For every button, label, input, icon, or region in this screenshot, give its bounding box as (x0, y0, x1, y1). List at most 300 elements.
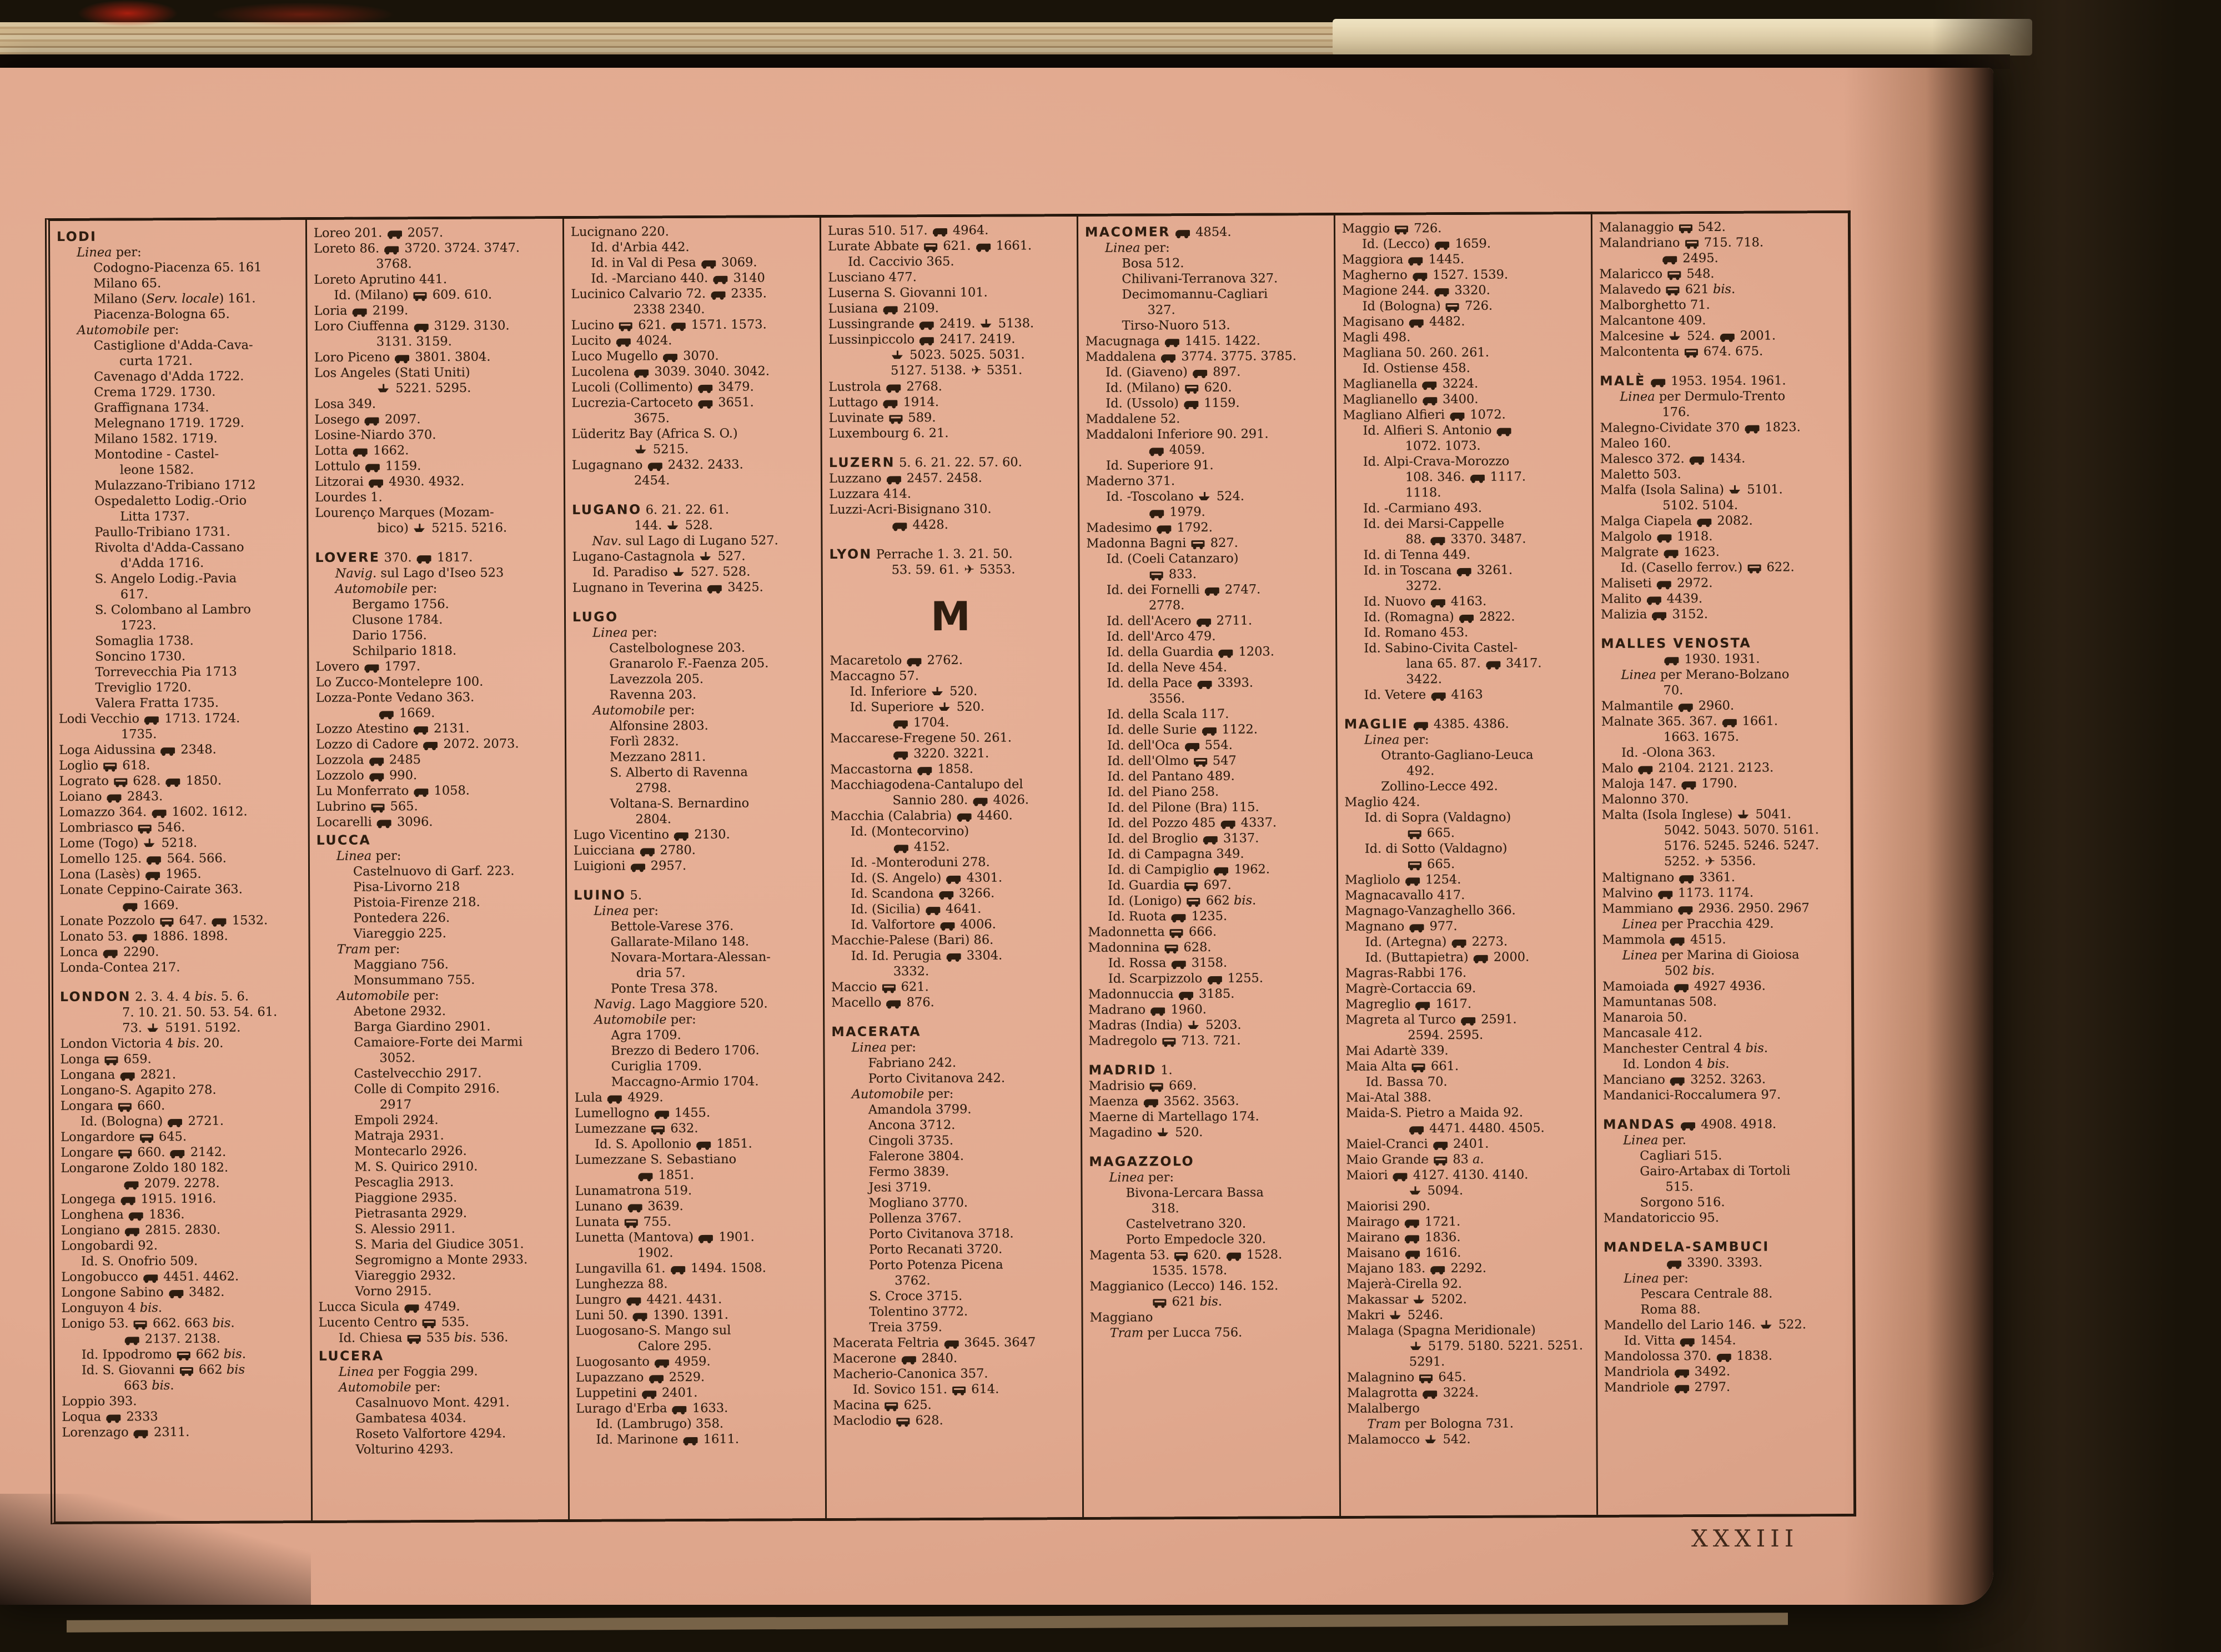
entry-name-bold: LUGO (572, 609, 619, 625)
automobile-icon (1461, 1017, 1475, 1023)
entry-line: Loqua 2333 (62, 1409, 158, 1424)
entry-line: Longuyon 4 bis. (61, 1300, 163, 1315)
entry-line: Lucoli (Collimento) 3479. (571, 379, 754, 395)
entry-line: Monsummano 755. (353, 972, 475, 988)
entry-line: Madonna Bagni 827. (1086, 535, 1238, 551)
automobile-icon (627, 1204, 642, 1210)
automobile-icon (124, 1181, 138, 1187)
entry-line: Luni 50. 1390. 1391. (575, 1307, 728, 1323)
entry-line: Luttago 1914. (828, 395, 939, 410)
entry-line: Id. delle Surie 1122. (1107, 722, 1258, 737)
entry-line: 73. 5191. 5192. (122, 1020, 241, 1036)
italic-label: Tram (336, 942, 371, 957)
automobile-icon (1657, 534, 1671, 540)
automobile-icon (1680, 1338, 1695, 1344)
automobile-icon (919, 337, 934, 343)
entry-line: Id. (Coeli Catanzaro) (1106, 551, 1239, 566)
automobile-icon (696, 1142, 711, 1148)
entry-line: 5221. 5295. (314, 380, 556, 396)
automobile-icon (649, 1375, 664, 1381)
entry-line: 53. 59. 61. ✈ 5353. (891, 562, 1016, 578)
italic-label: Navig (594, 997, 632, 1012)
entry-line: Loiano 2843. (59, 789, 163, 805)
entry-line: Lodi Vecchio 1713. 1724. (58, 711, 240, 727)
entry-line: Malito 4439. (1600, 591, 1703, 606)
automobile-icon (423, 742, 438, 748)
entry-line: 1072. 1073. (1405, 438, 1481, 454)
entry-line: Maggianico (Lecco) 146. 152. (1089, 1278, 1279, 1294)
entry-line: Id. d'Arbia 442. (591, 240, 690, 255)
entry-line: Lome (Togo) 5218. (59, 835, 198, 851)
entry-line: Malagnino 645. (1346, 1369, 1466, 1385)
entry-line: Id. Scarpizzolo 1255. (1108, 971, 1264, 986)
automobile-icon (120, 1197, 135, 1203)
entry-line: Mai-Atal 388. (1345, 1090, 1431, 1105)
entry-line: Manaroia 50. (1602, 1010, 1687, 1025)
entry-line: Nav. sul Lago di Lugano 527. (592, 533, 778, 549)
automobile-icon (698, 400, 712, 406)
automobile-icon (147, 856, 161, 862)
tram-icon (952, 1387, 966, 1393)
entry-line: Id. dell'Arco 479. (1107, 629, 1216, 644)
italic-label: a (1473, 1152, 1480, 1167)
italic-label: Navig (335, 566, 373, 581)
automobile-icon (1657, 581, 1671, 587)
ship-icon (1737, 810, 1750, 819)
entry-name-bold: LUCERA (318, 1348, 384, 1364)
entry-name-bold: LONDON (59, 988, 131, 1005)
entry-line: Lomazzo 364. 1602. 1612. (59, 804, 248, 820)
entry-line: Makri 5246. (1346, 1308, 1444, 1323)
entry-line: 3272. (1405, 579, 1442, 594)
entry-line: Automobile per: (851, 1086, 954, 1102)
entry-line: Id. S. Onofrio 509. (81, 1253, 198, 1269)
automobile-icon (145, 872, 160, 878)
entry-line: Gambatesa 4034. (355, 1410, 466, 1426)
entry-line: Longarone Zoldo 180 182. (61, 1160, 229, 1176)
italic-label: Linea (592, 625, 628, 640)
automobile-icon (1203, 836, 1218, 842)
entry-line: Lozzola 2485 (316, 752, 421, 767)
entry-line: Segromigno a Monte 2933. (355, 1252, 528, 1268)
tram-icon (177, 1352, 190, 1358)
italic-label: bis (139, 1300, 158, 1315)
entry-line: Luogosano-S. Mango sul (575, 1323, 731, 1338)
entry-line: 5252. ✈ 5356. (1664, 853, 1756, 869)
entry-line: 5179. 5180. 5221. 5251. (1347, 1338, 1589, 1354)
entry-line: Id. Marinone 1611. (596, 1432, 740, 1447)
entry-line: Manciano 3252. 3263. (1602, 1072, 1766, 1087)
entry-line: 4471. 4480. 4505. (1346, 1120, 1588, 1137)
automobile-icon (1197, 619, 1211, 625)
automobile-icon (698, 385, 712, 391)
entry-line: Jesi 3719. (868, 1180, 932, 1195)
entry-line: Cingoli 3735. (868, 1133, 954, 1148)
automobile-icon (633, 1313, 647, 1319)
tram-icon (180, 1367, 193, 1374)
entry-line: Lucca Sicula 4749. (318, 1299, 460, 1314)
entry-line: Lombriasco 546. (59, 820, 185, 836)
automobile-icon (353, 309, 367, 315)
automobile-icon (631, 863, 645, 870)
entry-line: Mairago 1721. (1346, 1214, 1461, 1229)
entry-line: Paullo-Tribiano 1731. (94, 524, 230, 540)
italic-label: Tram (1109, 1325, 1144, 1340)
entry-line: Ravenna 203. (609, 687, 697, 702)
entry-line: Malga Ciapela 2082. (1600, 513, 1753, 529)
automobile-icon (919, 322, 934, 328)
entry-line: S. Maria del Giudice 3051. (354, 1237, 524, 1252)
spacer (572, 488, 814, 500)
automobile-icon (1414, 722, 1428, 728)
automobile-icon (1720, 334, 1735, 340)
entry-line: 5023. 5025. 5031. (828, 347, 1071, 363)
entry-line: Maiorisi 290. (1346, 1199, 1430, 1214)
entry-line: Id. in Val di Pesa 3069. (591, 255, 757, 270)
italic-label: bis (1707, 1056, 1726, 1072)
automobile-icon (883, 400, 897, 406)
entry-line: Luras 510. 517. 4964. (827, 223, 989, 238)
automobile-icon (607, 1096, 622, 1102)
entry-line: Automobile per: (77, 323, 179, 338)
italic-label: Automobile (594, 1012, 667, 1027)
automobile-icon (1405, 1251, 1420, 1257)
page-bottom-edge (67, 1613, 1788, 1633)
entry-line: Ancona 3712. (868, 1117, 956, 1133)
section-header: LUINO 5. (574, 887, 642, 903)
automobile-icon (648, 463, 662, 469)
entry-line: Majerà-Cirella 92. (1346, 1276, 1463, 1292)
entry-line: Macugnaga 1415. 1422. (1085, 333, 1260, 349)
entry-line: Id. di Sopra (Valdagno) (1364, 810, 1511, 825)
entry-line: Lucito 4024. (571, 333, 672, 348)
automobile-icon (107, 795, 122, 801)
entry-line: Maleo 160. (1600, 436, 1671, 451)
entry-line: Linea per: (1364, 732, 1429, 747)
ship-icon (1669, 332, 1681, 340)
automobile-icon (1690, 456, 1704, 463)
tram-icon (1170, 929, 1183, 936)
entry-line: Id. dei Fornelli 2747. (1106, 582, 1261, 597)
entry-line: Tolentino 3772. (869, 1304, 968, 1319)
entry-line: 5094. (1346, 1182, 1588, 1199)
italic-label: Automobile (339, 1380, 411, 1395)
entry-line: 1723. (120, 618, 157, 633)
entry-line: 318. (1151, 1201, 1179, 1216)
tram-icon (1446, 303, 1459, 310)
ship-icon (1199, 492, 1211, 500)
entry-line: Id. Sabino-Civita Castel- (1364, 640, 1518, 656)
automobile-icon (133, 934, 147, 940)
automobile-icon (1393, 1173, 1408, 1179)
automobile-icon (1639, 766, 1653, 772)
entry-line: Linea per: (1624, 1271, 1689, 1286)
automobile-icon (683, 1437, 697, 1443)
entry-line: Sorgono 516. (1640, 1194, 1725, 1210)
entry-line: Lüderitz Bay (Africa S. O.) (571, 426, 738, 441)
entry-line: Malnate 365. 367. 1661. (1601, 714, 1778, 729)
ship-icon (1188, 1021, 1200, 1029)
tram-icon (1395, 225, 1408, 232)
entry-line: Id. Rossa 3158. (1108, 955, 1228, 971)
entry-line: 5102. 5104. (1662, 498, 1738, 513)
entry-line: Lubrino 565. (316, 799, 418, 814)
entry-line: leone 1582. (119, 462, 194, 478)
entry-line: Luicciana 2780. (573, 843, 696, 858)
entry-name-bold: MAGAZZOLO (1089, 1153, 1195, 1169)
entry-line: Id. Ippodromo 662 bis. (81, 1347, 247, 1362)
entry-line: Automobile per: (594, 1012, 696, 1027)
entry-line: Porto Civitanova 242. (868, 1071, 1006, 1086)
entry-line: Navig. sul Lago d'Iseo 523 (335, 565, 504, 581)
entry-line: Malalbergo (1347, 1401, 1420, 1416)
column-1 (50, 220, 313, 1522)
entry-line: Luco Mugello 3070. (571, 348, 719, 364)
entry-line: Magreta al Turco 2591. (1345, 1012, 1517, 1027)
entry-line: 515. (1665, 1179, 1694, 1194)
entry-line: Lomello 125. 564. 566. (59, 851, 227, 867)
ship-icon (1390, 1310, 1402, 1319)
automobile-icon (1431, 692, 1445, 699)
italic-label: Automobile (336, 988, 410, 1003)
section-header (57, 225, 299, 245)
entry-line: Malo 2104. 2121. 2123. (1601, 760, 1774, 776)
automobile-icon (1430, 537, 1445, 543)
automobile-icon (395, 355, 409, 361)
entry-line: 1735. (120, 727, 157, 742)
entry-line: Madonnuccia 3185. (1088, 986, 1235, 1002)
entry-line: Id. (Artegna) 2273. (1365, 934, 1508, 950)
entry-line: Lucento Centro 535. (318, 1314, 469, 1330)
entry-line: Id. Chiesa 535 bis. 536. (338, 1330, 509, 1345)
entry-line: Id. -Olona 363. (1621, 745, 1716, 760)
entry-line: 3332. (893, 964, 929, 979)
tram-icon (882, 984, 895, 991)
tram-icon (134, 1320, 147, 1327)
entry-line: Maccio 621. (831, 980, 929, 995)
entry-line: Lograto 628. 1850. (59, 773, 222, 789)
entry-name-bold: LUGANO (572, 501, 642, 518)
entry-line: Castelbolognese 203. (609, 640, 746, 656)
entry-line: Id. -Monteroduni 278. (850, 855, 990, 870)
entry-line: Roseto Valfortore 4294. (355, 1426, 506, 1442)
automobile-icon (1221, 821, 1235, 827)
italic-label: bis (1692, 963, 1711, 978)
entry-line: 492. (1406, 764, 1435, 779)
entry-line: Id. Bassa 70. (1365, 1074, 1448, 1089)
entry-line: Bivona-Lercara Bassa (1125, 1185, 1264, 1201)
ship-icon (673, 568, 685, 576)
airplane-icon: ✈ (971, 363, 982, 378)
entry-line: Granarolo F.-Faenza 205. (609, 656, 769, 671)
entry-line: Id. Vitta 1454. (1624, 1333, 1736, 1348)
entry-line: Loria 2199. (314, 303, 409, 318)
entry-line: Litta 1737. (120, 509, 190, 524)
automobile-icon (377, 820, 391, 826)
automobile-icon (1144, 1099, 1158, 1105)
entry-line: Lustrola 2768. (828, 379, 942, 394)
italic-label: Automobile (77, 323, 150, 338)
entry-line: Lourdes 1. (315, 490, 383, 505)
entry-line: Zollino-Lecce 492. (1381, 779, 1498, 794)
spacer (1600, 359, 1842, 371)
ship-icon (1410, 1342, 1423, 1350)
entry-line: Magadino 520. (1089, 1125, 1203, 1140)
entry-line: 2778. (1148, 598, 1185, 613)
entry-line: Maddalene 52. (1086, 411, 1180, 426)
entry-line: Porto Potenza Picena (869, 1257, 1003, 1273)
entry-line: Lungavilla 61. 1494. 1508. (575, 1261, 766, 1276)
entry-line: Id. (Buttapietra) 2000. (1365, 950, 1530, 965)
entry-line: Milano 65. (93, 276, 162, 291)
entry-line: Porto Recanati 3720. (868, 1242, 1003, 1257)
column-7 (1592, 213, 1853, 1515)
automobile-icon (160, 747, 175, 754)
automobile-icon (384, 246, 399, 252)
entry-line: Castelvetrano 320. (1125, 1216, 1247, 1232)
entry-line: Id. Ostiense 458. (1363, 360, 1470, 376)
italic-label: bis (1745, 1041, 1764, 1056)
tram-icon (896, 1418, 909, 1424)
automobile-icon (365, 417, 379, 423)
entry-line: Maggiano (1089, 1310, 1153, 1325)
entry-line: Pollenza 3767. (868, 1211, 962, 1226)
spacer (1088, 1048, 1330, 1060)
automobile-icon (933, 228, 947, 234)
entry-line: Soncino 1730. (95, 649, 186, 664)
entry-line: London Victoria 4 bis. 20. (60, 1036, 224, 1051)
entry-line: Lusiana 2109. (828, 301, 939, 316)
automobile-icon (388, 230, 402, 237)
entry-line: 3220. 3221. (830, 745, 1072, 762)
entry-line: Lugnano in Teverina 3425. (572, 580, 763, 595)
entry-line: Montodine - Castel- (94, 446, 219, 462)
entry-line: Madrisio 669. (1088, 1078, 1197, 1093)
entry-line: 1930. 1931. (1601, 651, 1843, 667)
entry-line: Id. in Toscana 3261. (1363, 563, 1513, 578)
ship-icon (1729, 485, 1741, 494)
section-header: LYON Perrache 1. 3. 21. 50. (829, 546, 1013, 562)
entry-line: Pietrasanta 2929. (354, 1206, 468, 1221)
automobile-icon (212, 918, 227, 925)
entry-line: Lugano-Castagnola 527. (572, 549, 746, 564)
entry-line: Brezzo di Bedero 1706. (611, 1043, 760, 1058)
entry-line: 621 bis. (1089, 1293, 1331, 1310)
italic-label: Nav (592, 534, 618, 549)
entry-line: Novara-Mortara-Alessan- (610, 950, 771, 965)
automobile-icon (414, 726, 428, 732)
section-header (1601, 632, 1843, 652)
entry-line: Pescara Centrale 88. (1640, 1286, 1773, 1302)
automobile-icon (1431, 599, 1445, 605)
spacer (574, 873, 816, 885)
ship-icon (635, 445, 647, 453)
automobile-icon (1452, 940, 1466, 946)
automobile-icon (1667, 1261, 1681, 1267)
entry-line: 1669. (316, 705, 558, 721)
entry-line: Maloja 147. 1790. (1601, 776, 1737, 791)
entry-line: Lovero 1797. (315, 659, 421, 674)
italic-label: bis (226, 1362, 245, 1377)
entry-line: Lotta 1662. (314, 443, 409, 458)
italic-label: Linea (1623, 1133, 1659, 1148)
entry-name-bold: MALÈ (1600, 373, 1646, 389)
automobile-icon (120, 1072, 134, 1078)
italic-label: Linea (594, 903, 629, 918)
entry-line: 5042. 5043. 5070. 5161. (1664, 822, 1819, 838)
entry-line: Lupazzano 2529. (575, 1369, 705, 1385)
entry-line: Pontedera 226. (353, 910, 450, 926)
section-header: MACOMER 4854. (1084, 224, 1232, 240)
entry-line: Mezzano 2811. (610, 749, 706, 765)
entry-line: 1851. (575, 1167, 817, 1183)
automobile-icon (699, 1235, 713, 1241)
entry-line: 3422. (1406, 672, 1443, 687)
automobile-icon (1670, 937, 1685, 943)
entry-line: 108. 346. 1117. (1405, 469, 1526, 485)
automobile-icon (1678, 906, 1692, 912)
automobile-icon (125, 1228, 139, 1234)
entry-line: Maiori 4127. 4130. 4140. (1346, 1167, 1529, 1183)
automobile-icon (634, 369, 649, 375)
entry-line: Lavezzola 205. (609, 671, 704, 687)
section-header (1089, 1151, 1331, 1170)
automobile-icon (1486, 661, 1500, 667)
entry-line: Linea per: (1109, 1170, 1174, 1185)
entry-line: Matraja 2931. (354, 1128, 444, 1143)
entry-line: Cavenago d'Adda 1722. (94, 369, 244, 384)
entry-line: 1118. (1405, 485, 1441, 500)
entry-line: Id. (Montecorvino) (850, 824, 969, 839)
entry-line: Bosa 512. (1122, 256, 1184, 271)
automobile-icon (1470, 475, 1484, 481)
entry-line: Id. Inferiore 520. (850, 684, 978, 699)
entry-line: Pistoia-Firenze 218. (353, 895, 480, 910)
entry-line: 7. 10. 21. 50. 53. 54. 61. (122, 1005, 278, 1020)
entry-line: Luzzi-Acri-Bisignano 310. (829, 501, 992, 517)
entry-line: Lonato 53. 1886. 1898. (59, 928, 228, 945)
entry-line: Lunetta (Mantova) 1901. (575, 1229, 755, 1245)
entry-line: Longhena 1836. (61, 1207, 185, 1222)
entry-line: Magnano 977. (1345, 919, 1458, 934)
automobile-icon (1202, 727, 1216, 734)
tram-icon (889, 415, 902, 421)
entry-line: Loga Aidussina 2348. (59, 742, 217, 758)
automobile-icon (1664, 657, 1679, 663)
entry-line: Id. (S. Angelo) 4301. (851, 870, 1003, 886)
entry-line: Lottulo 1159. (314, 459, 421, 474)
entry-line: Lugagnano 2432. 2433. (571, 457, 743, 473)
entry-line: Macherio-Canonica 357. (832, 1366, 988, 1382)
italic-label: bis (1199, 1294, 1218, 1309)
entry-line: Treia 3759. (869, 1320, 942, 1335)
automobile-icon (417, 555, 431, 561)
italic-label: Tram (1367, 1417, 1401, 1432)
tram-icon (1408, 861, 1421, 868)
automobile-icon (125, 1337, 139, 1343)
section-header: LUGANO 6. 21. 22. 61. (572, 501, 730, 518)
tram-icon (1666, 287, 1680, 293)
automobile-icon (168, 1119, 182, 1125)
entry-line: Magione 244. 3320. (1342, 283, 1490, 298)
entry-line: Linea per: (592, 625, 657, 640)
entry-line: Linea per: (1105, 240, 1170, 255)
entry-line: lana 65. 87. 3417. (1406, 656, 1542, 671)
automobile-icon (1652, 612, 1666, 618)
page-number: XXXIII (1691, 1525, 1799, 1552)
entry-line: Mammiano 2936. 2950. 2967 (1602, 901, 1810, 916)
automobile-icon (917, 767, 932, 773)
